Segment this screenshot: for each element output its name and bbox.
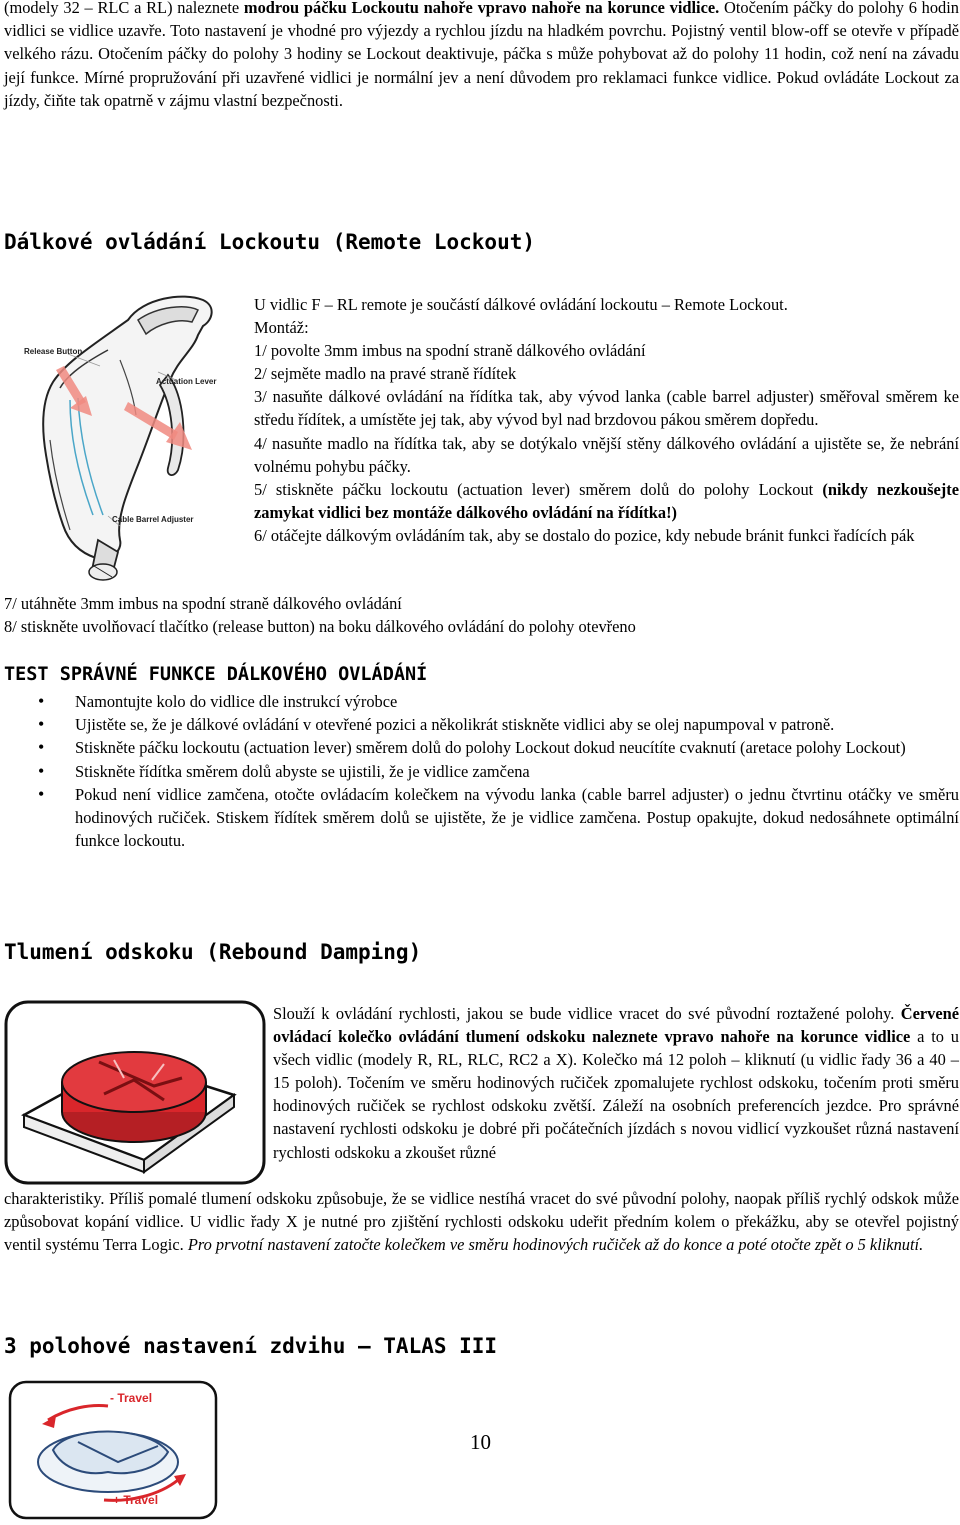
- talas-heading: 3 polohové nastavení zdvihu – TALAS III: [4, 1334, 498, 1358]
- list-item: • Stiskněte řídítka směrem dolů abyste se ujistili, že je vidlice zamčena: [4, 760, 959, 783]
- step-1: 1/ povolte 3mm imbus na spodní straně dálkového ovládání: [254, 341, 646, 361]
- remote-lockout-figure: [8, 290, 248, 590]
- intro-text-2: Otočením páčky do polohy 6 hodin vidlici se vidlice uzavře. Toto nastavení je vhodné pro výjezdy a rychlou jízdu na hladkém povrchu. Pojistný ventil blow-off se otevře v případě velkého rázu. Otočením páčky do polohy 3 hodiny se Lockout deaktivuje, páčka s může pohybovat až do polohy 11 hodin, což není na závadu její funkce. Mírné propružování při uzavřené vidlici je normální jev a není důvodem pro reklamaci funkce vidlice. Pokud ovládáte Lockout za jízdy, čiňte tak opatrně v zájmu vlastní bezpečnosti.: [4, 0, 959, 110]
- rebound-text-a: Slouží k ovládání rychlosti, jakou se bude vidlice vracet do své původní roztažené polohy.: [273, 1004, 901, 1023]
- rebound-paragraph-top: [273, 1002, 959, 1164]
- talas-figure: [8, 1380, 218, 1520]
- rebound-text-c: a to u všech vidlic (modely R, RL, RLC, RC2 a X). Kolečko má 12 poloh – kliknutí (u vidlic řady 36 a 40 – 15 poloh). Točením ve směru hodinových ručiček zpomalujete rychlost odskoku, točením proti směru hodinových ručiček se rychlost odskoku zvětší. Záleží na osobních preferencích jezdce. Pro správné nastavení rychlosti odskoku je dobré při počátečních jízdách s novou vidlicí vyzkoušet různá nastavení rychlosti odskoku a zkoušet různé: [273, 1027, 959, 1162]
- plus-travel-label: + Travel: [113, 1493, 159, 1507]
- intro-bold-text: modrou páčku Lockoutu nahoře vpravo nahoře na korunce vidlice.: [243, 0, 720, 17]
- rebound-heading: Tlumení odskoku (Rebound Damping): [4, 940, 422, 964]
- intro-text-1: (modely 32 – RLC a RL) naleznete: [4, 0, 244, 17]
- rebound-text-bold: Červené ovládací kolečko ovládání tlumení odskoku naleznete vpravo nahoře na korunce vidlice: [273, 1004, 959, 1047]
- rebound-knob-drawing: [4, 1000, 266, 1185]
- talas-drawing: [8, 1380, 218, 1520]
- step-6: 6/ otáčejte dálkovým ovládáním tak, aby se dostalo do pozice, kdy nebude bránit funkci řadících pák: [254, 525, 915, 545]
- release-button-label: Release Button: [24, 347, 83, 356]
- step-3: 3/ nasuňte dálkové ovládání na řídítka tak, aby vývod lanka (cable barrel adjuster) směřoval směrem ke středu řídítek, a umístěte jej tak, aby vývod byl nad brzdovou pákou směrem dopředu.: [254, 387, 959, 430]
- remote-lockout-drawing: [8, 290, 248, 590]
- rebound-knob-figure: [4, 1000, 266, 1185]
- rebound-text-italic: Pro prvotní nastavení zatočte kolečkem ve směru hodinových ručiček až do konce a poté otočte zpět o 5 kliknutí.: [187, 1235, 924, 1255]
- cable-barrel-label: Cable Barrel Adjuster: [112, 515, 194, 524]
- step-2: 2/ sejměte madlo na pravé straně řídítek: [254, 364, 517, 384]
- page-number: 10: [470, 1430, 491, 1454]
- list-item: • Pokud není vidlice zamčena, otočte ovládacím kolečkem na vývodu lanka (cable barrel adjuster) o jednu čtvrtinu otáčky ve směru hodinových ručiček. Stiskem řídítek směrem dolů se ujistěte, že je vidlice zamčena. Postup opakujte, dokud nedosáhnete optimální funkce lockoutu.: [4, 783, 959, 853]
- step-5: [254, 478, 959, 524]
- step-8: 8/ stiskněte uvolňovací tlačítko (release button) na boku dálkového ovládání do polohy otevřeno: [4, 617, 636, 636]
- test-list: [4, 690, 959, 852]
- step-7: 7/ utáhněte 3mm imbus na spodní straně dálkového ovládání: [4, 594, 402, 613]
- intro-paragraph: [4, 0, 959, 112]
- montaz-label: Montáž:: [254, 318, 309, 338]
- minus-travel-label: - Travel: [110, 1391, 153, 1405]
- step-4: 4/ nasuňte madlo na řídítka tak, aby se dotýkalo vnější stěny dálkového ovládání a ujistěte se, že nebrání volnému pohybu páčky.: [254, 433, 959, 476]
- remote-intro: U vidlic F – RL remote je součástí dálkové ovládání lockoutu – Remote Lockout.: [254, 295, 788, 314]
- remote-instructions: [254, 293, 959, 547]
- remote-lockout-heading: Dálkové ovládání Lockoutu (Remote Lockout): [4, 230, 536, 254]
- list-item: • Ujistěte se, že je dálkové ovládání v otevřené pozici a několikrát stiskněte vidlici aby se olej napumpoval v patroně.: [4, 713, 959, 736]
- rebound-paragraph-bottom: [4, 1187, 959, 1257]
- test-heading: TEST SPRÁVNÉ FUNKCE DÁLKOVÉHO OVLÁDÁNÍ: [4, 664, 428, 685]
- list-item: • Namontujte kolo do vidlice dle instrukcí výrobce: [4, 690, 959, 713]
- step-5-warning: (nikdy nezkoušejte zamykat vidlici bez montáže dálkového ovládání na řídítka!): [254, 479, 959, 522]
- actuation-lever-label: Actuation Lever: [156, 377, 217, 386]
- step-5-text: 5/ stiskněte páčku lockoutu (actuation lever) směrem dolů do polohy Lockout: [254, 479, 823, 499]
- list-item: • Stiskněte páčku lockoutu (actuation lever) směrem dolů do polohy Lockout dokud neucítíte cvaknutí (aretace polohy Lockout): [4, 736, 959, 759]
- rebound-text-d: charakteristiky. Příliš pomalé tlumení odskoku způsobuje, že se vidlice nestíhá vracet do své původní polohy, naopak příliš rychlý odskok může způsobovat kopání vidlice. U vidlic řady X je nutné pro zjištění rychlosti odskoku udeřit předním kolem o překážku, aby se otevřel pojistný ventil systému Terra Logic.: [4, 1189, 959, 1255]
